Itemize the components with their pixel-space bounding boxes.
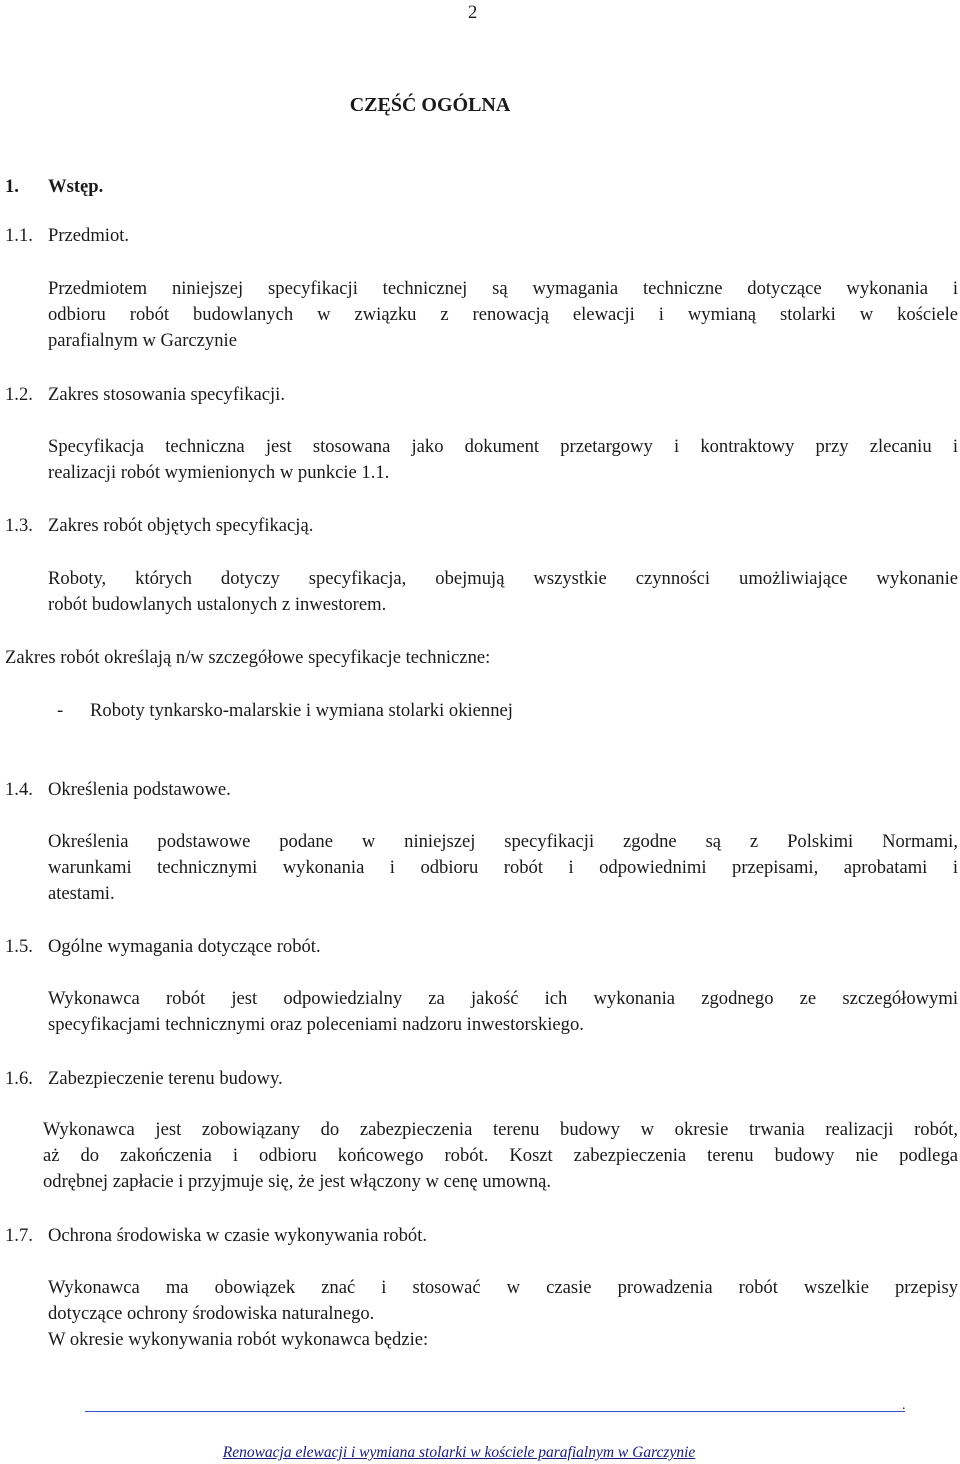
- section-1-6-title: Zabezpieczenie terenu budowy.: [48, 1068, 283, 1089]
- section-1-5-number: 1.5.: [5, 936, 33, 957]
- section-1-6-line: aż do zakończenia i odbioru końcowego robót. Koszt zabezpieczenia terenu budowy nie podlega: [43, 1145, 958, 1166]
- section-1-3-number: 1.3.: [5, 515, 33, 536]
- document-title: CZĘŚĆ OGÓLNA: [349, 94, 511, 116]
- section-1-3-line: robót budowlanych ustalonych z inwestorem.: [48, 594, 387, 615]
- section-1-2-number: 1.2.: [5, 384, 33, 405]
- section-1-4-title: Określenia podstawowe.: [48, 779, 231, 800]
- section-1-3-intro: Zakres robót określają n/w szczegółowe specyfikacje techniczne:: [5, 647, 491, 668]
- section-1-6-line: odrębnej zapłacie i przyjmuje się, że jest włączony w cenę umowną.: [43, 1171, 552, 1192]
- section-1-7-line: dotyczące ochrony środowiska naturalnego.: [48, 1303, 375, 1324]
- section-1-5-line: specyfikacjami technicznymi oraz poleceniami nadzoru inwestorskiego.: [48, 1014, 584, 1035]
- section-1-4-line: Określenia podstawowe podane w niniejszej specyfikacji zgodne są z Polskimi Normami,: [48, 831, 958, 852]
- section-1-5-line: Wykonawca robót jest odpowiedzialny za jakość ich wykonania zgodnego ze szczegółowymi: [48, 988, 958, 1009]
- section-1-2-line: realizacji robót wymienionych w punkcie 1.1.: [48, 462, 390, 483]
- section-1-6-number: 1.6.: [5, 1068, 33, 1089]
- section-1-1-line: odbioru robót budowlanych w związku z renowacją elewacji i wymianą stolarki w kościele: [48, 304, 958, 325]
- section-1-6-line: Wykonawca jest zobowiązany do zabezpieczenia terenu budowy w okresie trwania realizacji robót,: [43, 1119, 958, 1140]
- section-1-7-line: W okresie wykonywania robót wykonawca będzie:: [48, 1329, 429, 1350]
- section-1-4-line: atestami.: [48, 883, 115, 904]
- footer-text: Renowacja elewacji i wymiana stolarki w kościele parafialnym w Garczynie: [222, 1444, 696, 1461]
- section-1-2-title: Zakres stosowania specyfikacji.: [48, 384, 285, 405]
- section-1-1-title: Przedmiot.: [48, 225, 130, 246]
- section-1-1-line: parafialnym w Garczynie: [48, 330, 237, 351]
- list-item: Roboty tynkarsko-malarskie i wymiana stolarki okiennej: [90, 700, 513, 721]
- section-1-title: Wstęp.: [48, 176, 104, 197]
- section-1-7-title: Ochrona środowiska w czasie wykonywania robót.: [48, 1225, 428, 1246]
- section-1-1-line: Przedmiotem niniejszej specyfikacji technicznej są wymagania techniczne dotyczące wykonania i: [48, 278, 958, 299]
- footer-divider: [85, 1411, 905, 1412]
- section-1-3-line: Roboty, których dotyczy specyfikacja, obejmują wszystkie czynności umożliwiające wykonanie: [48, 568, 958, 589]
- section-1-2-line: Specyfikacja techniczna jest stosowana jako dokument przetargowy i kontraktowy przy zlecaniu i: [48, 436, 958, 457]
- section-1-number: 1.: [5, 176, 19, 197]
- footer-dot: .: [902, 1398, 906, 1413]
- list-dash: -: [57, 700, 64, 721]
- section-1-4-line: warunkami technicznymi wykonania i odbioru robót i odpowiednimi przepisami, aprobatami i: [48, 857, 958, 878]
- page-number: 2: [468, 2, 478, 23]
- section-1-4-number: 1.4.: [5, 779, 33, 800]
- section-1-7-number: 1.7.: [5, 1225, 33, 1246]
- section-1-1-number: 1.1.: [5, 225, 33, 246]
- section-1-7-line: Wykonawca ma obowiązek znać i stosować w czasie prowadzenia robót wszelkie przepisy: [48, 1277, 958, 1298]
- section-1-3-title: Zakres robót objętych specyfikacją.: [48, 515, 314, 536]
- section-1-5-title: Ogólne wymagania dotyczące robót.: [48, 936, 321, 957]
